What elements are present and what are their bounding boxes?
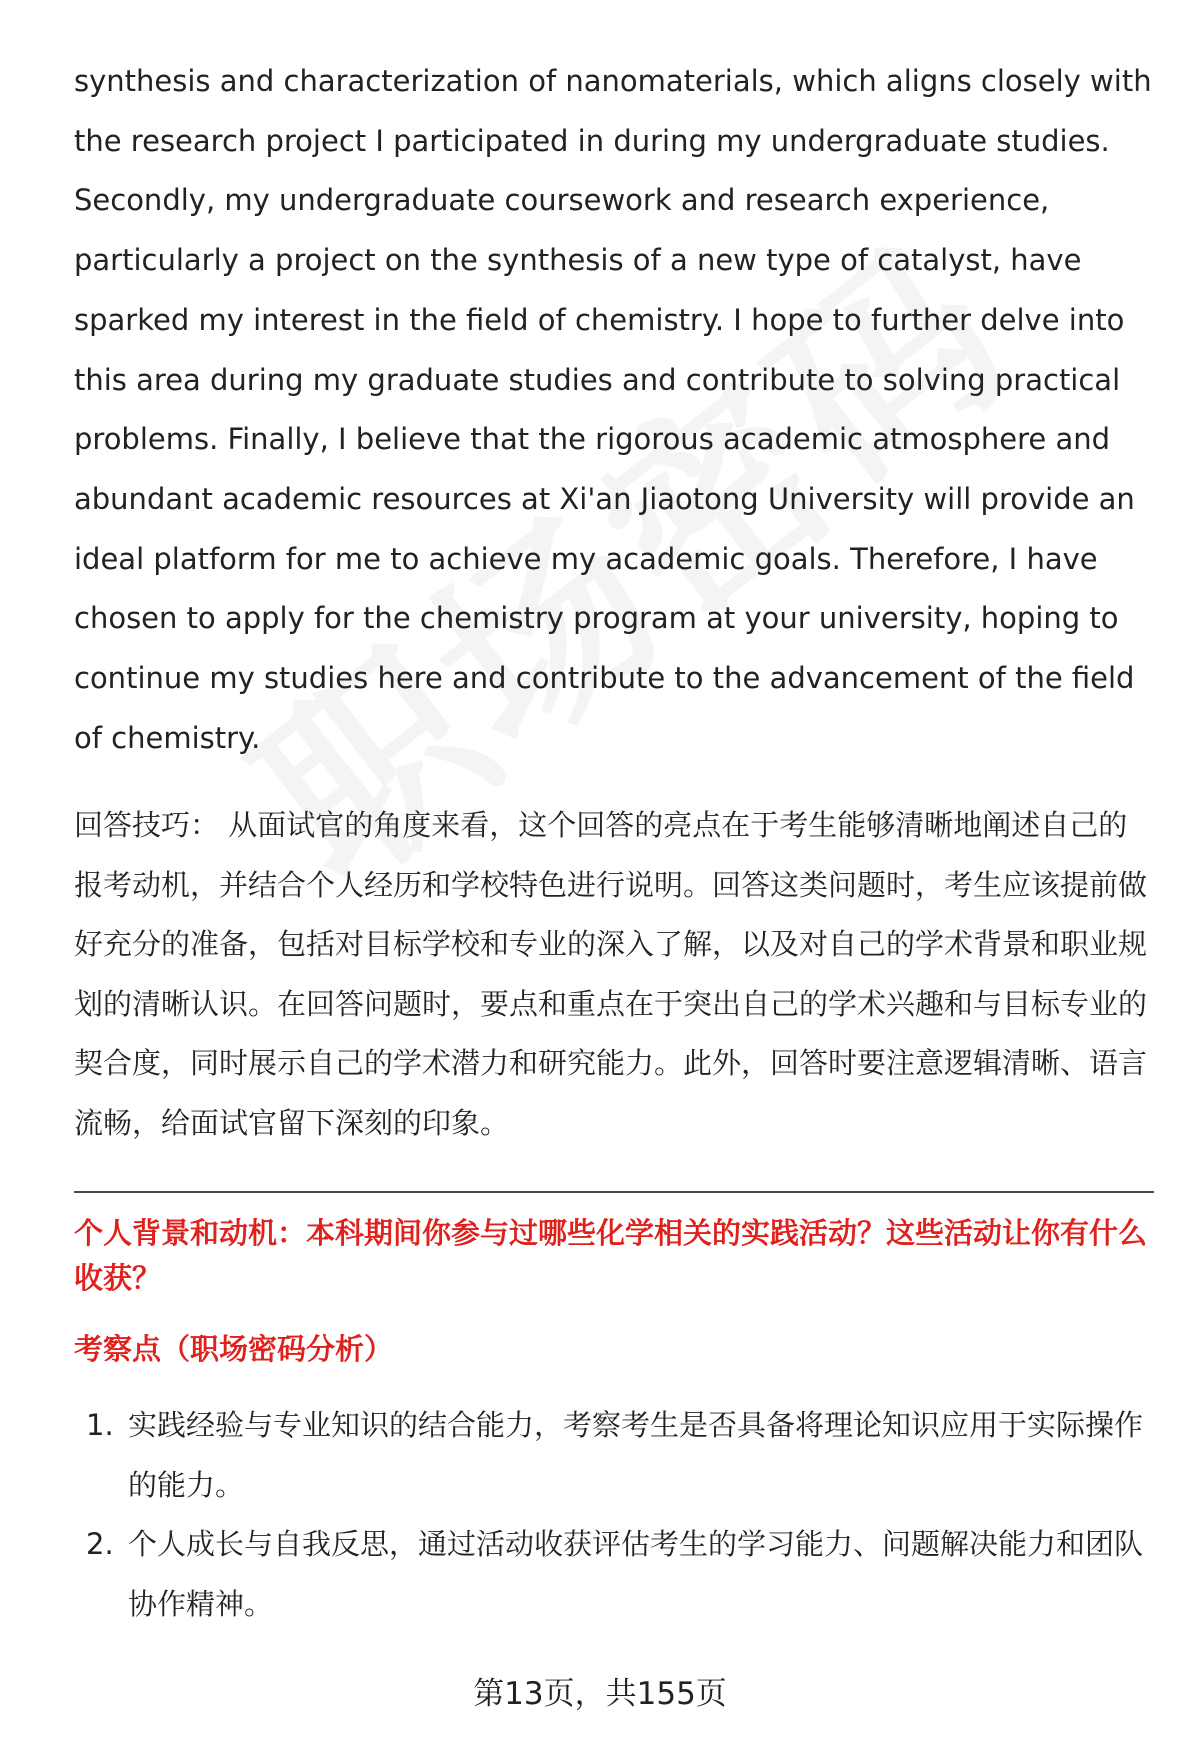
list-item-number: 2. <box>86 1527 114 1562</box>
list-item <box>74 1396 1154 1515</box>
page-content <box>74 52 1154 1634</box>
list-item-number: 1. <box>86 1408 114 1443</box>
list-item-text: 个人成长与自我反思，通过活动收获评估考生的学习能力、问题解决能力和团队协作精神。 <box>128 1527 1144 1621</box>
english-answer-paragraph: synthesis and characterization of nanomaterials, which aligns closely with the research project I participated in during my undergraduate studies. Secondly, my undergraduate coursework and research experience, particularly a project on the synthesis of a new type of catalyst, have sparked my interest in the field of chemistry. I hope to further delve into this area during my graduate studies and contribute to solving practical problems. Finally, I believe that the rigorous academic atmosphere and abundant academic resources at Xi'an Jiaotong University will provide an ideal platform for me to achieve my academic goals. Therefore, I have chosen to apply for the chemistry program at your university, hoping to continue my studies here and contribute to the advancement of the field of chemistry. <box>74 64 1152 755</box>
question-heading: 个人背景和动机：本科期间你参与过哪些化学相关的实践活动？这些活动让你有什么收获？ <box>74 1216 1148 1296</box>
assessment-points-list <box>74 1396 1154 1634</box>
page-footer: 第13页，共155页 <box>473 1676 727 1712</box>
assessment-points-title: 考察点（职场密码分析） <box>74 1332 394 1367</box>
list-item <box>74 1515 1154 1634</box>
list-item-text: 实践经验与专业知识的结合能力，考察考生是否具备将理论知识应用于实际操作的能力。 <box>128 1408 1144 1502</box>
answer-tips-paragraph: 回答技巧： 从面试官的角度来看，这个回答的亮点在于考生能够清晰地阐述自己的报考动机，并结合个人经历和学校特色进行说明。回答这类问题时，考生应该提前做好充分的准备，包括对目标学校和专业的深入了解，以及对自己的学术背景和职业规划的清晰认识。在回答问题时，要点和重点在于突出自己的学术兴趣和与目标专业的契合度，同时展示自己的学术潜力和研究能力。此外，回答时要注意逻辑清晰、语言流畅，给面试官留下深刻的印象。 <box>74 808 1148 1140</box>
section-divider <box>74 1191 1154 1193</box>
